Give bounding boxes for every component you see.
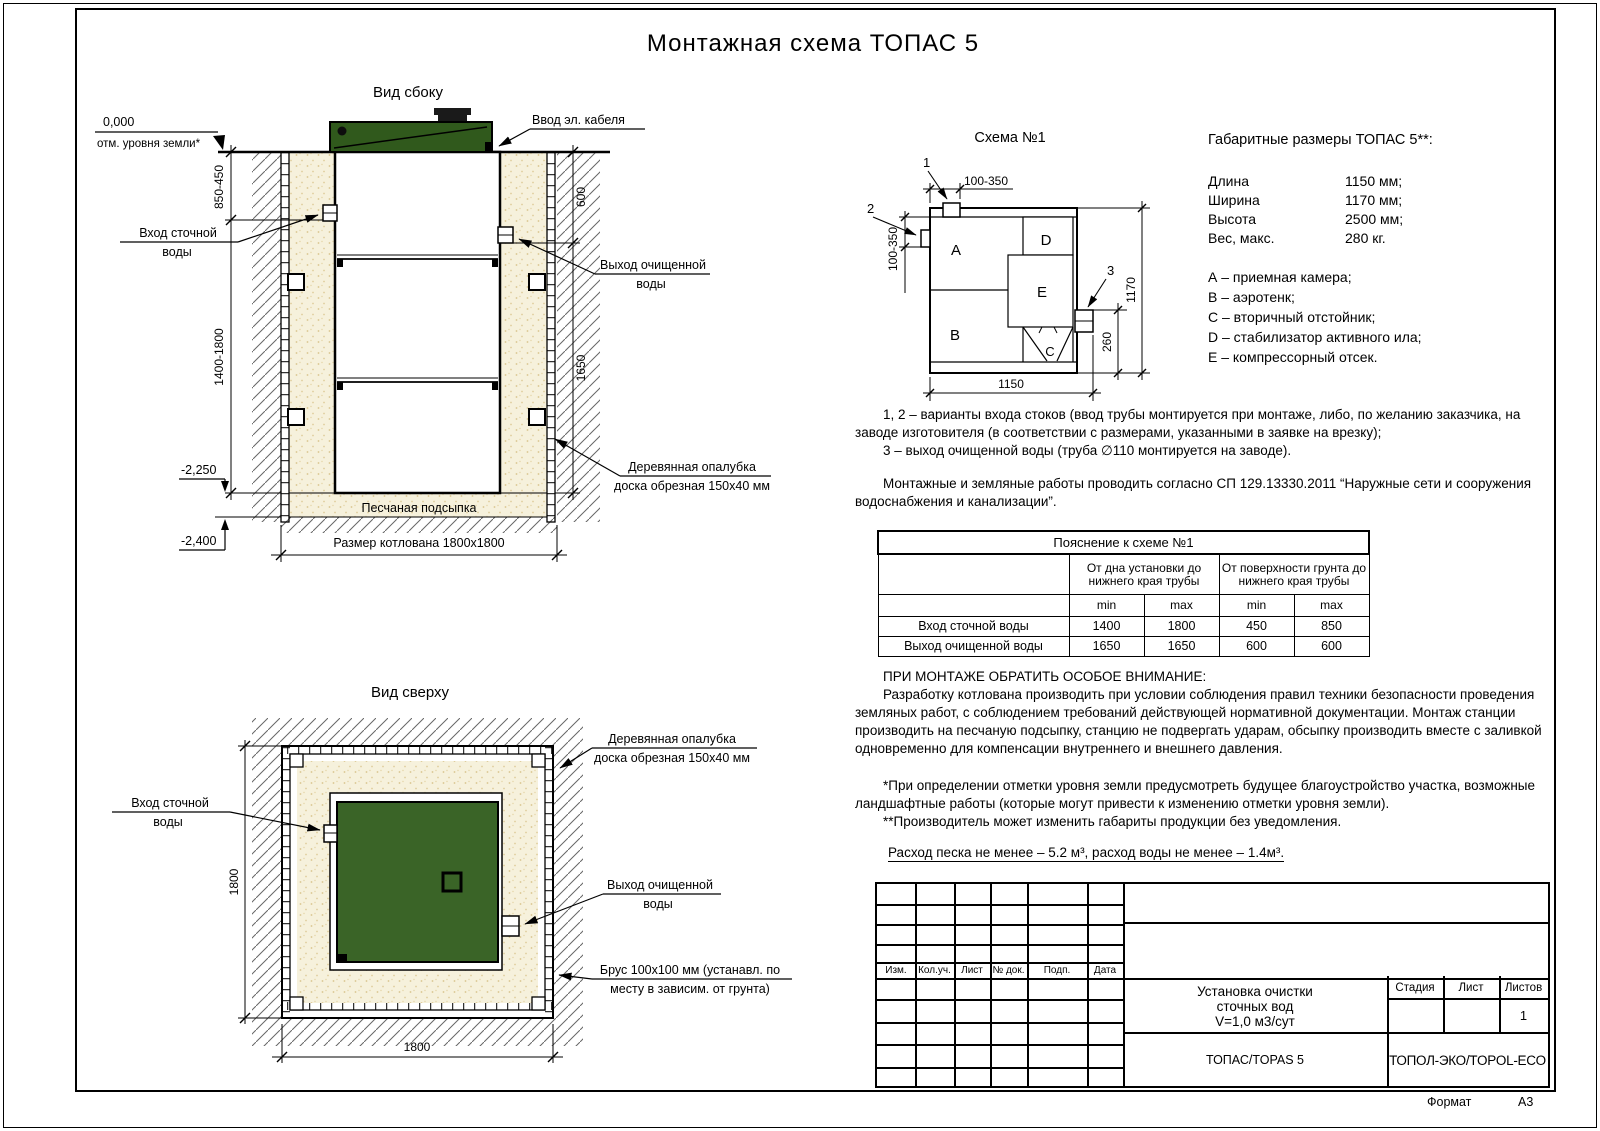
note-variants: 1, 2 – варианты входа стоков (ввод трубы монтируется при монтаже, либо, по желанию заказчика, на заводе изготовителя (в соответствии с размерами, указанными в заявке на врезку); xyxy=(855,407,1521,440)
level-2400-value: -2,400 xyxy=(181,534,217,548)
dim-260: 260 xyxy=(1100,331,1114,353)
svg-text:воды: воды xyxy=(162,245,192,259)
attention-body: Разработку котлована производить при условии соблюдения правил техники безопасности проведения земляных работ, с соблюдением требований действующей нормативной документации. Монтаж станции производить на песчаную подсыпку, станцию не подвергать ударам, обсыпку производить вместе с заливкой одновременно для компенсации внутреннего и внешнего давления. xyxy=(855,687,1542,756)
footnotes-block xyxy=(855,777,1552,831)
inlet-pipe-stub xyxy=(324,825,337,842)
document-name: Установка очистки сточных вод V=1,0 м3/сут xyxy=(1197,983,1313,1029)
pit-size-label: Размер котлована 1800х1800 xyxy=(333,536,505,550)
compartment-d: D xyxy=(1040,232,1052,249)
level-mark-2250 xyxy=(179,463,229,492)
tank-lid xyxy=(330,108,492,152)
dim-600: 600 xyxy=(574,186,588,208)
dim-1800-v: 1800 xyxy=(227,868,241,896)
callout-1: 1 xyxy=(923,155,931,170)
rev-col-list: Лист xyxy=(961,964,983,976)
dim-1650: 1650 xyxy=(574,354,588,382)
rev-col-data: Дата xyxy=(1093,964,1117,976)
spec-row: Вес, макс. 280 кг. xyxy=(1208,230,1386,246)
footnote-2: **Производитель может изменить габариты продукции без уведомления. xyxy=(883,814,1342,829)
timber-label xyxy=(559,963,792,996)
side-view xyxy=(85,75,775,580)
inlet-pipe-stub xyxy=(323,205,337,221)
zero-level-value: 0,000 xyxy=(103,115,135,129)
svg-text:Вход сточной: Вход сточной xyxy=(131,796,209,810)
svg-text:Брус 100х100 мм (устанавл. по: Брус 100х100 мм (устанавл. по xyxy=(599,963,781,977)
svg-text:воды: воды xyxy=(153,815,183,829)
dim-left-100-350: 100-350 xyxy=(886,226,900,272)
col-group-2: От поверхности грунта до нижнего края трубы xyxy=(1219,554,1369,595)
tank-body xyxy=(335,152,500,493)
zero-level-mark xyxy=(95,115,225,150)
callout-3: 3 xyxy=(1107,263,1115,278)
svg-text:Вход сточной: Вход сточной xyxy=(139,226,217,240)
svg-text:Деревянная опалубка: Деревянная опалубка xyxy=(608,732,736,746)
sand-bed-label: Песчаная подсыпка xyxy=(361,501,477,515)
format-value: А3 xyxy=(1518,1095,1534,1109)
format-label: Формат xyxy=(1427,1095,1472,1109)
cable-entry-label xyxy=(499,113,645,146)
note-sp: Монтажные и земляные работы проводить согласно СП 129.13330.2011 “Наружные сети и сооружения водоснабжения и канализации”. xyxy=(855,476,1532,509)
product-name: ТОПАС/TOPAS 5 xyxy=(1206,1053,1304,1067)
stage-header: Стадия xyxy=(1395,982,1435,994)
compartment-e: E xyxy=(1036,284,1048,301)
dim-1170: 1170 xyxy=(1124,277,1138,303)
top-view xyxy=(100,670,800,1080)
dim-1150: 1150 xyxy=(998,377,1024,391)
compartment-b: B xyxy=(949,327,961,344)
attention-heading: ПРИ МОНТАЖЕ ОБРАТИТЬ ОСОБОЕ ВНИМАНИЕ: xyxy=(883,669,1207,684)
svg-text:месту в зависим. от грунта): месту в зависим. от грунта) xyxy=(610,982,770,996)
sand-consumption-note: Расход песка не менее – 5.2 м³, расход воды не менее – 1.4м³. xyxy=(888,845,1285,860)
rev-col-ndok: № док. xyxy=(992,964,1025,976)
compartment-c: C xyxy=(1045,344,1055,359)
cable-entry-point xyxy=(485,142,493,152)
note-outlet: 3 – выход очищенной воды (труба ∅110 монтируется на заводе). xyxy=(883,443,1292,458)
table-row: Вход сточной воды 1400 1800 450 850 xyxy=(878,617,1369,637)
compartment-a: A xyxy=(950,242,962,259)
spec-row: Ширина 1170 мм; xyxy=(1208,192,1403,208)
attention-block xyxy=(855,668,1552,758)
footnote-1: *При определении отметки уровня земли предусмотреть будущее благоустройство участка, возможные ландшафтные работы (которые могут привести к изменению отметки уровня земли). xyxy=(855,778,1536,811)
svg-text:Выход очищенной: Выход очищенной xyxy=(600,258,706,272)
company-name: ТОПОЛ-ЭКО/TOPOL-ECO xyxy=(1389,1052,1546,1068)
dim-1400-1800: 1400-1800 xyxy=(212,328,226,386)
svg-text:Ввод эл. кабеля: Ввод эл. кабеля xyxy=(532,113,625,127)
schema-1 xyxy=(845,125,1175,415)
sheets-value: 1 xyxy=(1519,1007,1528,1023)
svg-text:Деревянная опалубка: Деревянная опалубка xyxy=(628,460,756,474)
specs-block xyxy=(1208,132,1548,367)
svg-text:Выход очищенной: Выход очищенной xyxy=(607,878,713,892)
explanation-table: Пояснение к схеме №1 От дна установки до нижнего края трубы От поверхности грунта до нижнего края трубы min max min max Вход сточной воды 1400 1800 450 850 Выход очищенной воды 1650 1650 600 600 xyxy=(877,530,1370,657)
spec-row: Длина 1150 мм; xyxy=(1208,173,1403,189)
svg-text:воды: воды xyxy=(643,897,673,911)
col-group-1: От дна установки до нижнего края трубы xyxy=(1069,554,1219,595)
tank-lid-top xyxy=(337,802,498,962)
specs-title: Габаритные размеры ТОПАС 5**: xyxy=(1208,132,1433,148)
sheet-header: Лист xyxy=(1458,982,1484,994)
rev-col-koluch: Кол.уч. xyxy=(918,964,951,976)
side-view-title: Вид сбоку xyxy=(373,84,443,101)
schema-title: Схема №1 xyxy=(974,130,1046,146)
level-mark-2400 xyxy=(179,519,229,550)
spec-row: Высота 2500 мм; xyxy=(1208,211,1404,227)
notes-block xyxy=(855,406,1552,511)
svg-text:воды: воды xyxy=(636,277,666,291)
ground-level-label: отм. уровня земли* xyxy=(97,138,201,150)
callout-2: 2 xyxy=(867,201,875,216)
rev-col-izm: Изм. xyxy=(885,964,907,976)
sheets-header: Листов xyxy=(1504,982,1543,994)
top-view-title: Вид сверху xyxy=(370,684,450,701)
outlet-pipe-stub xyxy=(498,227,513,243)
svg-text:доска обрезная 150х40 мм: доска обрезная 150х40 мм xyxy=(594,751,750,765)
svg-text:доска обрезная 150х40 мм: доска обрезная 150х40 мм xyxy=(614,479,770,493)
dim-1800-h: 1800 xyxy=(403,1040,431,1054)
dim-top-100-350: 100-350 xyxy=(963,174,1009,188)
table-title: Пояснение к схеме №1 xyxy=(878,531,1369,554)
page-title: Монтажная схема ТОПАС 5 xyxy=(646,30,980,57)
rev-col-podp: Подп. xyxy=(1043,964,1071,976)
compartment-legend: А – приемная камера; В – аэротенк; С – вторичный отстойник; D – стабилизатор активного ила; Е – компрессорный отсек. xyxy=(1208,269,1422,365)
dim-850-450: 850-450 xyxy=(212,164,226,210)
formwork-label xyxy=(560,732,757,768)
table-row: Выход очищенной воды 1650 1650 600 600 xyxy=(878,637,1369,657)
title-block xyxy=(875,882,1550,1088)
lid-corner-mark xyxy=(338,954,347,961)
outlet-pipe-stub xyxy=(502,916,519,936)
level-2250-value: -2,250 xyxy=(181,463,217,477)
